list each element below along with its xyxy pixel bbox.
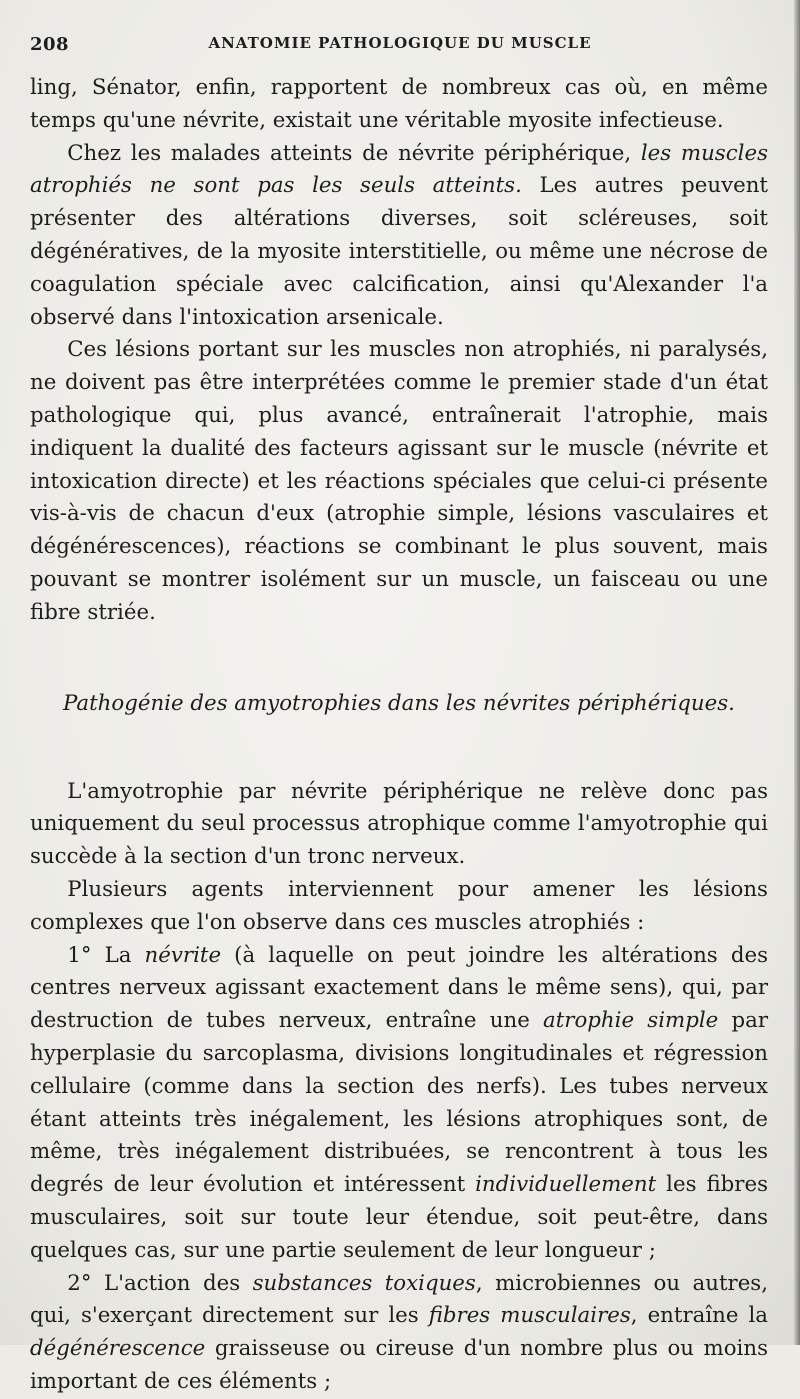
paragraph-amyotrophie: L'amyotrophie par névrite périphérique ne relève donc pas uniquement du seul processus atrophique comme l'amyotrophie qui succède à la section d'un tronc nerveux. [30, 778, 768, 870]
section-heading: Pathogénie des amyotrophies dans les névrites périphériques. [63, 690, 735, 716]
italic-run: fibres musculaires [428, 1303, 631, 1329]
text-run: Les autres peuvent présenter des altérations diverses, soit scléreuses, soit dégénératives, de la myosite interstitielle, ou même une nécrose de coagulation spéciale avec calcification, ainsi qu'Alexander l'a observé dans l'intoxication arsenicale. [30, 173, 768, 330]
paragraph-agents: Plusieurs agents interviennent pour amener les lésions complexes que l'on observe dans ces muscles atrophiés : [30, 876, 768, 935]
italic-run: atrophie simple [543, 1008, 719, 1034]
italic-run: dégénérescence [30, 1336, 206, 1362]
text-run: (à laquelle on peut joindre les altérations des centres nerveux agissant exactement dans le même sens), qui, par destruction de tubes nerveux, entraîne une [30, 942, 768, 1034]
body-text [30, 72, 768, 1399]
italic-run: substances toxiques [252, 1270, 476, 1296]
paragraph-malades [30, 138, 768, 335]
list-item-1 [30, 940, 768, 1268]
page-number: 208 [30, 34, 70, 55]
text-run: Chez les malades atteints de névrite périphérique, [67, 140, 641, 166]
page-edge-shadow [794, 0, 800, 1345]
italic-run: névrite [144, 942, 222, 968]
text-run: , entraîne la [630, 1303, 768, 1329]
italic-run: individuellement [475, 1172, 657, 1198]
paragraph-continuation: ling, Sénator, enfin, rapportent de nombreux cas où, en même temps qu'une névrite, existait une véritable myosite infectieuse. [30, 75, 768, 133]
italic-run: les muscles atrophiés ne sont pas les seuls atteints. [30, 140, 768, 199]
text-run: les fibres musculaires, soit sur toute leur étendue, soit peut-être, dans quelques cas, sur une partie seulement de leur longueur ; [30, 1172, 769, 1263]
text-run: graisseuse ou cireuse d'un nombre plus ou moins important de ces éléments ; [30, 1336, 768, 1394]
page-header [30, 28, 770, 56]
running-title: ANATOMIE PATHOLOGIQUE DU MUSCLE [208, 34, 592, 52]
list-item-2 [30, 1268, 768, 1399]
paragraph-lesions: Ces lésions portant sur les muscles non atrophiés, ni paralysés, ne doivent pas être interprétées comme le premier stade d'un état pathologique qui, plus avancé, entraînerait l'atrophie, mais indiquent la dualité des facteurs agissant sur le muscle (névrite et intoxication directe) et les réactions spéciales que celui-ci présente vis-à-vis de chacun d'eux (atrophie simple, lésions vasculaires et dégénérescences), réactions se combinant le plus souvent, mais pouvant se montrer isolément sur un muscle, un faisceau ou une fibre striée. [30, 337, 768, 625]
text-run: 1° La [67, 942, 145, 968]
text-run: par hyperplasie du sarcoplasma, divisions longitudinales et régression cellulaire (comme dans la section des nerfs). Les tubes nerveux étant atteints très inégalement, les lésions atrophiques sont, de même, très inégalement distribuées, se rencontrent à tous les degrés de leur évolution et intéressent [30, 1008, 768, 1198]
text-run: 2° L'action des [67, 1270, 253, 1296]
text-run: , microbiennes ou autres, qui, s'exerçant directement sur les [30, 1270, 769, 1329]
